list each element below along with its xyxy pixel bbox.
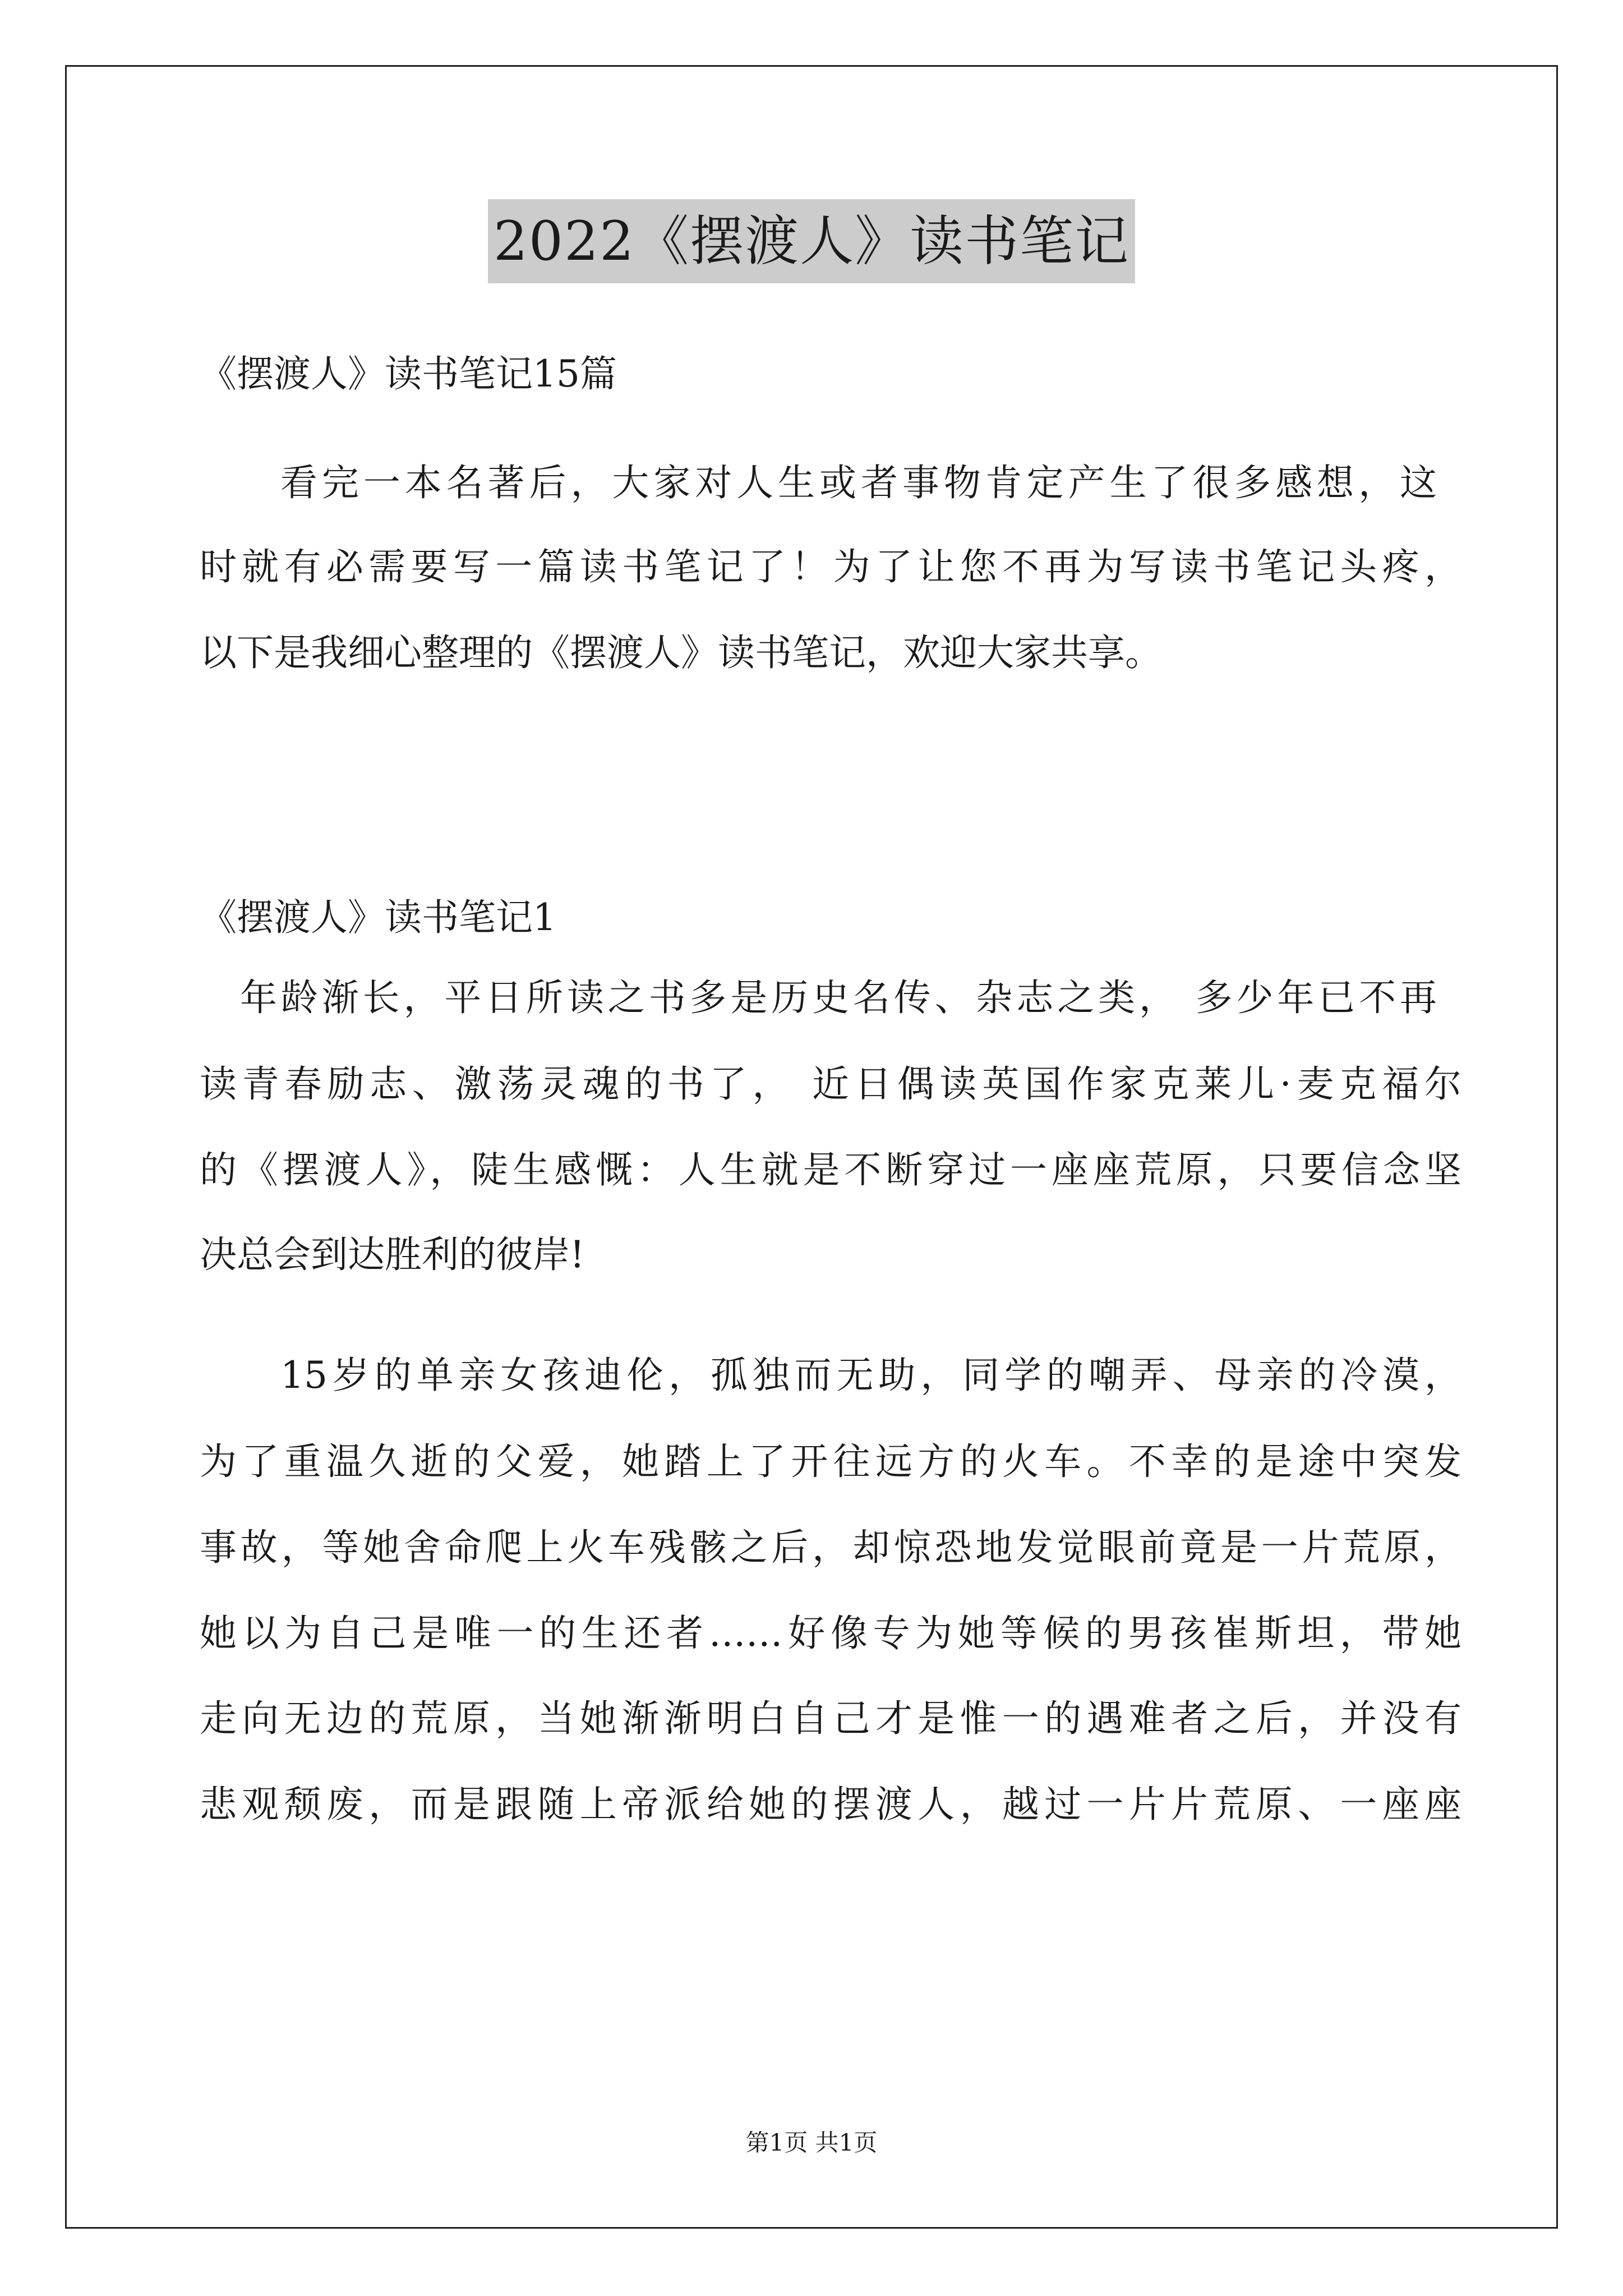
paragraph-line: 为了重温久逝的父爱，她踏上了开往远方的火车。不幸的是途中突发: [200, 1440, 1461, 1483]
paragraph-line: 15岁的单亲女孩迪伦，孤独而无助，同学的嘲弄、母亲的冷漠，: [280, 1354, 1461, 1397]
paragraph-line: 悲观颓废，而是跟随上帝派给她的摆渡人，越过一片片荒原、一座座: [200, 1783, 1461, 1826]
document-subtitle: 《摆渡人》读书笔记15篇: [200, 352, 617, 395]
paragraph-line: 事故，等她舍命爬上火车残骸之后，却惊恐地发觉眼前竟是一片荒原，: [200, 1526, 1461, 1569]
intro-line: 以下是我细心整理的《摆渡人》读书笔记，欢迎大家共享。: [200, 631, 1162, 674]
paragraph-line: 读青春励志、激荡灵魂的书了， 近日偶读英国作家克莱儿·麦克福尔: [200, 1062, 1461, 1106]
paragraph-line: 走向无边的荒原，当她渐渐明白自己才是惟一的遇难者之后，并没有: [200, 1697, 1461, 1740]
paragraph-line: 的《摆渡人》，陡生感慨：人生就是不断穿过一座座荒原，只要信念坚: [200, 1148, 1461, 1191]
paragraph-line: 她以为自己是唯一的生还者……好像专为她等候的男孩崔斯坦，带她: [200, 1612, 1461, 1655]
paragraph-line: 年龄渐长，平日所读之书多是历史名传、杂志之类， 多少年已不再: [240, 976, 1437, 1019]
intro-line: 时就有必需要写一篇读书笔记了！为了让您不再为写读书笔记头疼，: [200, 545, 1461, 588]
intro-line: 看完一本名著后，大家对人生或者事物肯定产生了很多感想，这: [280, 461, 1437, 504]
page-footer: 第1页 共1页: [745, 2129, 878, 2156]
document-title: 2022《摆渡人》读书笔记: [488, 199, 1135, 283]
paragraph-line: 决总会到达胜利的彼岸!: [200, 1233, 585, 1276]
section-heading: 《摆渡人》读书笔记1: [200, 896, 556, 939]
title-container: [0, 199, 1623, 283]
